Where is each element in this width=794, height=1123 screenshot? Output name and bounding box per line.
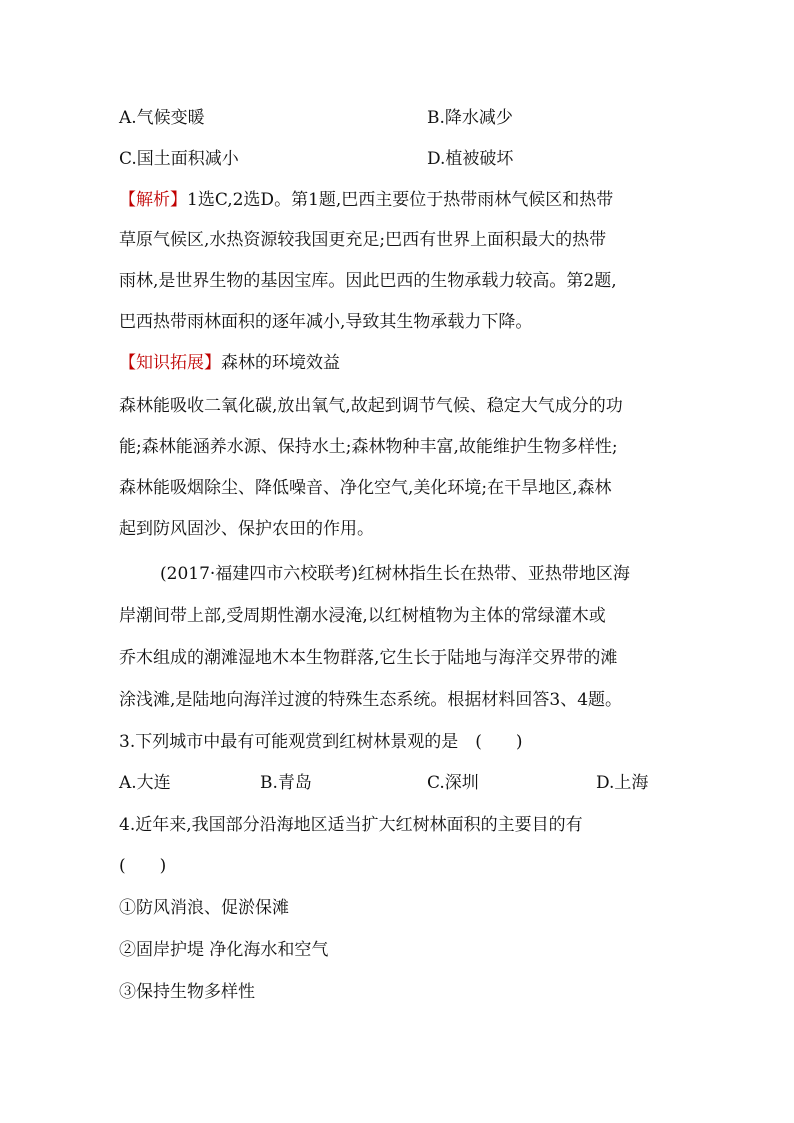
passage-line-1: (2017·福建四市六校联考)红树林指生长在热带、亚热带地区海 (160, 564, 630, 584)
option-c: C.国土面积减小 (119, 149, 239, 169)
option-d: D.植被破坏 (427, 149, 514, 169)
q3-option-a: A.大连 (119, 773, 171, 793)
passage-line-4: 涂浅滩,是陆地向海洋过渡的特殊生态系统。根据材料回答3、4题。 (119, 690, 623, 710)
passage-line-2: 岸潮间带上部,受周期性潮水浸淹,以红树植物为主体的常绿灌木或 (119, 606, 606, 626)
analysis-line-2: 草原气候区,水热资源较我国更充足;巴西有世界上面积最大的热带 (119, 230, 607, 250)
extension-tag: 【知识拓展】 (119, 353, 221, 373)
q3-option-c: C.深圳 (427, 773, 479, 793)
analysis-tag: 【解析】 (119, 190, 187, 210)
option-a: A.气候变暖 (119, 108, 205, 128)
extension-header (119, 353, 340, 373)
extension-line-1: 森林能吸收二氧化碳,放出氧气,故起到调节气候、稳定大气成分的功 (119, 396, 623, 416)
extension-title: 森林的环境效益 (221, 353, 340, 373)
passage-line-3: 乔木组成的潮滩湿地木本生物群落,它生长于陆地与海洋交界带的滩 (119, 648, 618, 668)
analysis-line-3: 雨林,是世界生物的基因宝库。因此巴西的生物承载力较高。第2题, (119, 271, 617, 291)
q3-option-d: D.上海 (596, 773, 649, 793)
q4-stem: 4.近年来,我国部分沿海地区适当扩大红树林面积的主要目的有 (119, 815, 583, 835)
option-b: B.降水减少 (427, 108, 513, 128)
analysis-line-4: 巴西热带雨林面积的逐年减小,导致其生物承载力下降。 (119, 312, 533, 332)
extension-line-2: 能;森林能涵养水源、保持水土;森林物种丰富,故能维护生物多样性; (119, 437, 618, 457)
extension-line-4: 起到防风固沙、保护农田的作用。 (119, 519, 374, 539)
analysis-text: 1选C,2选D。第1题,巴西主要位于热带雨林气候区和热带 (187, 190, 614, 210)
q3-stem: 3.下列城市中最有可能观赏到红树林景观的是 ( ) (119, 732, 523, 752)
q3-option-b: B.青岛 (260, 773, 312, 793)
extension-line-3: 森林能吸烟除尘、降低噪音、净化空气,美化环境;在干旱地区,森林 (119, 478, 612, 498)
analysis-line-1 (119, 190, 613, 210)
q4-item-2: ②固岸护堤 净化海水和空气 (119, 940, 329, 960)
q4-answer-paren: ( ) (119, 856, 167, 876)
q4-item-3: ③保持生物多样性 (119, 982, 255, 1002)
q4-item-1: ①防风消浪、促淤保滩 (119, 898, 289, 918)
